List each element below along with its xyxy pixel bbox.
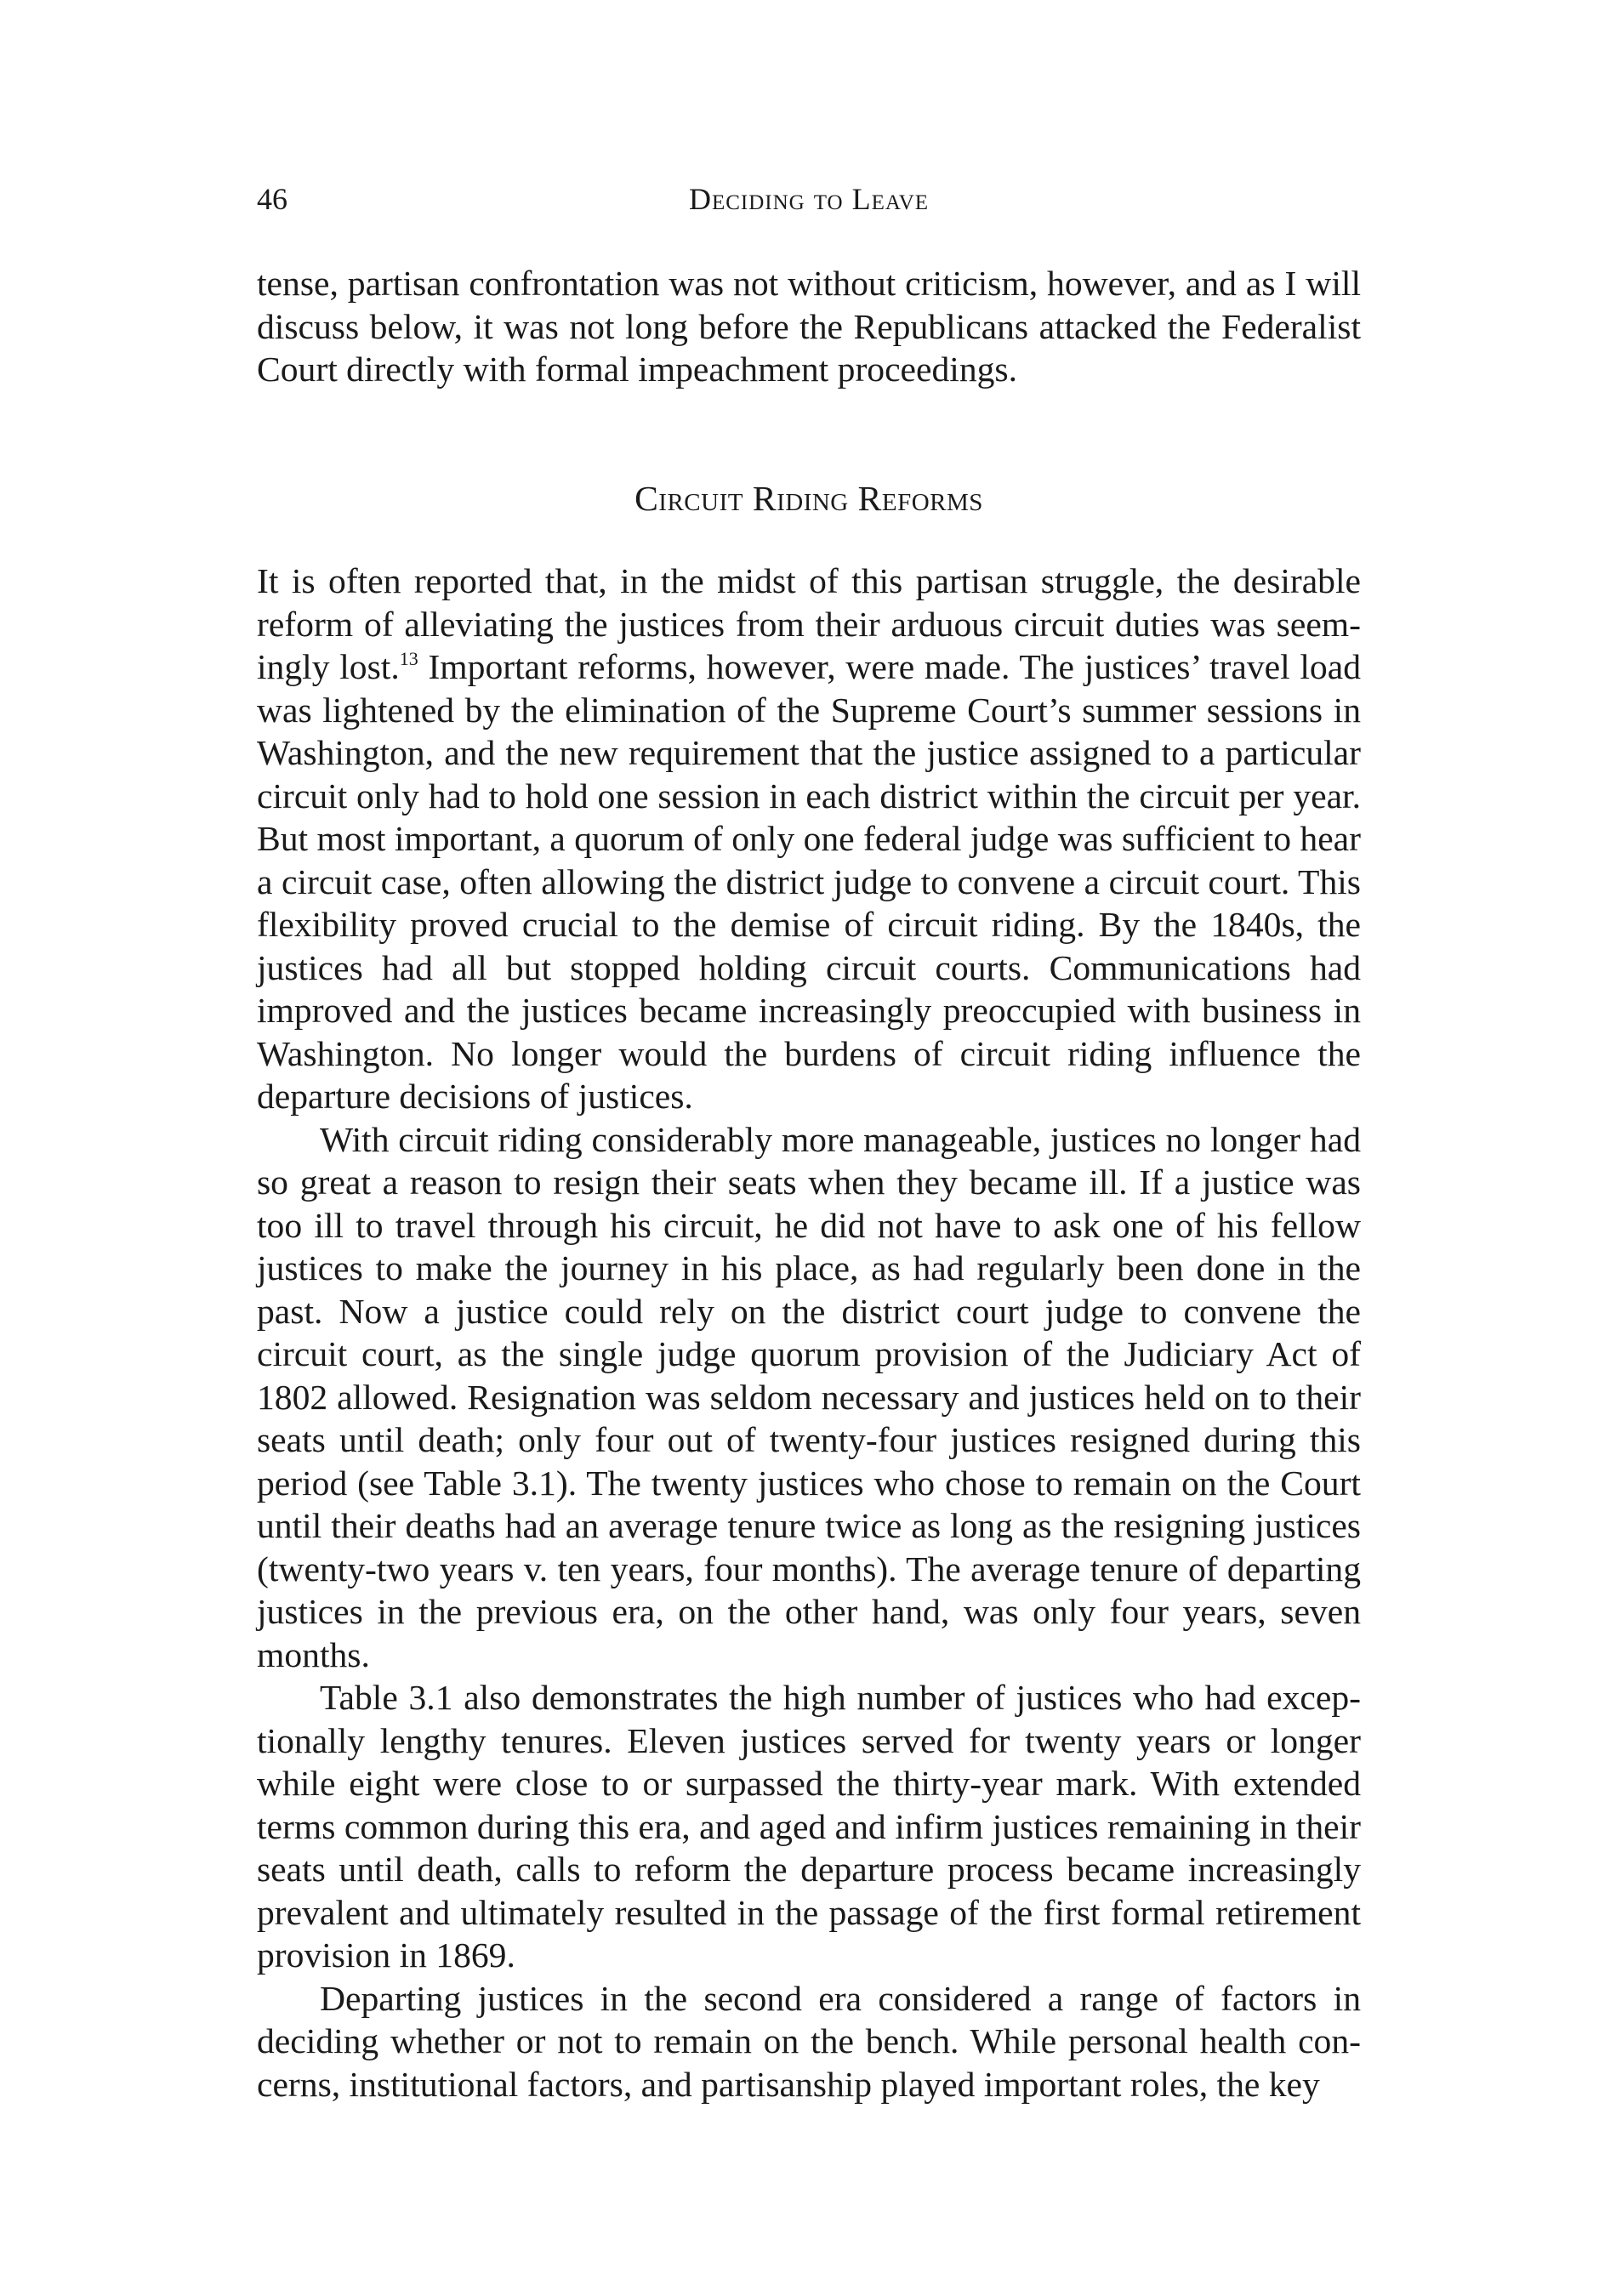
- paragraph-1-text-start: It is often reported that, in the midst of this partisan struggle, the desirable reform of alleviating the justices from their arduous circuit duties was seemingly lost.: [257, 561, 1361, 686]
- paragraph-1-text-end: Important reforms, however, were made. The justices’ travel load was lightened by the elimination of the Supreme Court’s summer sessions in Washington, and the new requirement that the justice assigned to a particular circuit only had to hold one session in each district within the circuit per year. But most important, a quorum of only one federal judge was sufficient to hear a circuit case, often allowing the district judge to convene a circuit court. This flexibility proved crucial to the demise of circuit riding. By the 1840s, the justices had all but stopped holding circuit courts. Communications had improved and the justices became increasingly preoccupied with business in Washington. No longer would the burdens of circuit riding influence the departure decisions of justices.: [257, 647, 1361, 1116]
- section-heading: Circuit Riding Reforms: [634, 479, 983, 518]
- page-number: 46: [257, 182, 287, 216]
- paragraph-1: [257, 560, 1361, 1118]
- running-title: Deciding to Leave: [688, 182, 930, 216]
- intro-text: [257, 262, 1361, 391]
- body-text: [257, 560, 1361, 2106]
- intro-paragraph: tense, partisan confrontation was not without criticism, however, and as I will discuss below, it was not long before the Republicans attacked the Federalist Court directly with formal impeachment proceedings.: [257, 264, 1361, 389]
- paragraph-3: Table 3.1 also demonstrates the high number of justices who had exceptionally lengthy tenures. Eleven justices served for twenty years or longer while eight were close to or surpassed the thirty-year mark. With extended terms common during this era, and aged and infirm justices remaining in their seats until death, calls to reform the departure process became increasingly prevalent and ultimately resulted in the passage of the first formal retirement provision in 1869.: [257, 1678, 1361, 1975]
- paragraph-4: Departing justices in the second era considered a range of factors in deciding whether or not to remain on the bench. While personal health concerns, institutional factors, and partisanship played important roles, the key: [257, 1978, 1361, 2104]
- footnote-reference[interactable]: 13: [399, 648, 418, 669]
- paragraph-2: With circuit riding considerably more manageable, justices no longer had so great a reason to resign their seats when they became ill. If a justice was too ill to travel through his circuit, he did not have to ask one of his fellow justices to make the journey in his place, as had regularly been done in the past. Now a justice could rely on the district court judge to convene the circuit court, as the single judge quorum provision of the Judiciary Act of 1802 allowed. Resignation was seldom necessary and justices held on to their seats until death; only four out of twenty-four justices resigned during this period (see Table 3.1). The twenty justices who chose to remain on the Court until their deaths had an average tenure twice as long as the resigning justices (twenty-two years v. ten years, four months). The average tenure of departing justices in the previous era, on the other hand, was only four years, seven months.: [257, 1119, 1361, 1674]
- running-head: [257, 173, 1361, 224]
